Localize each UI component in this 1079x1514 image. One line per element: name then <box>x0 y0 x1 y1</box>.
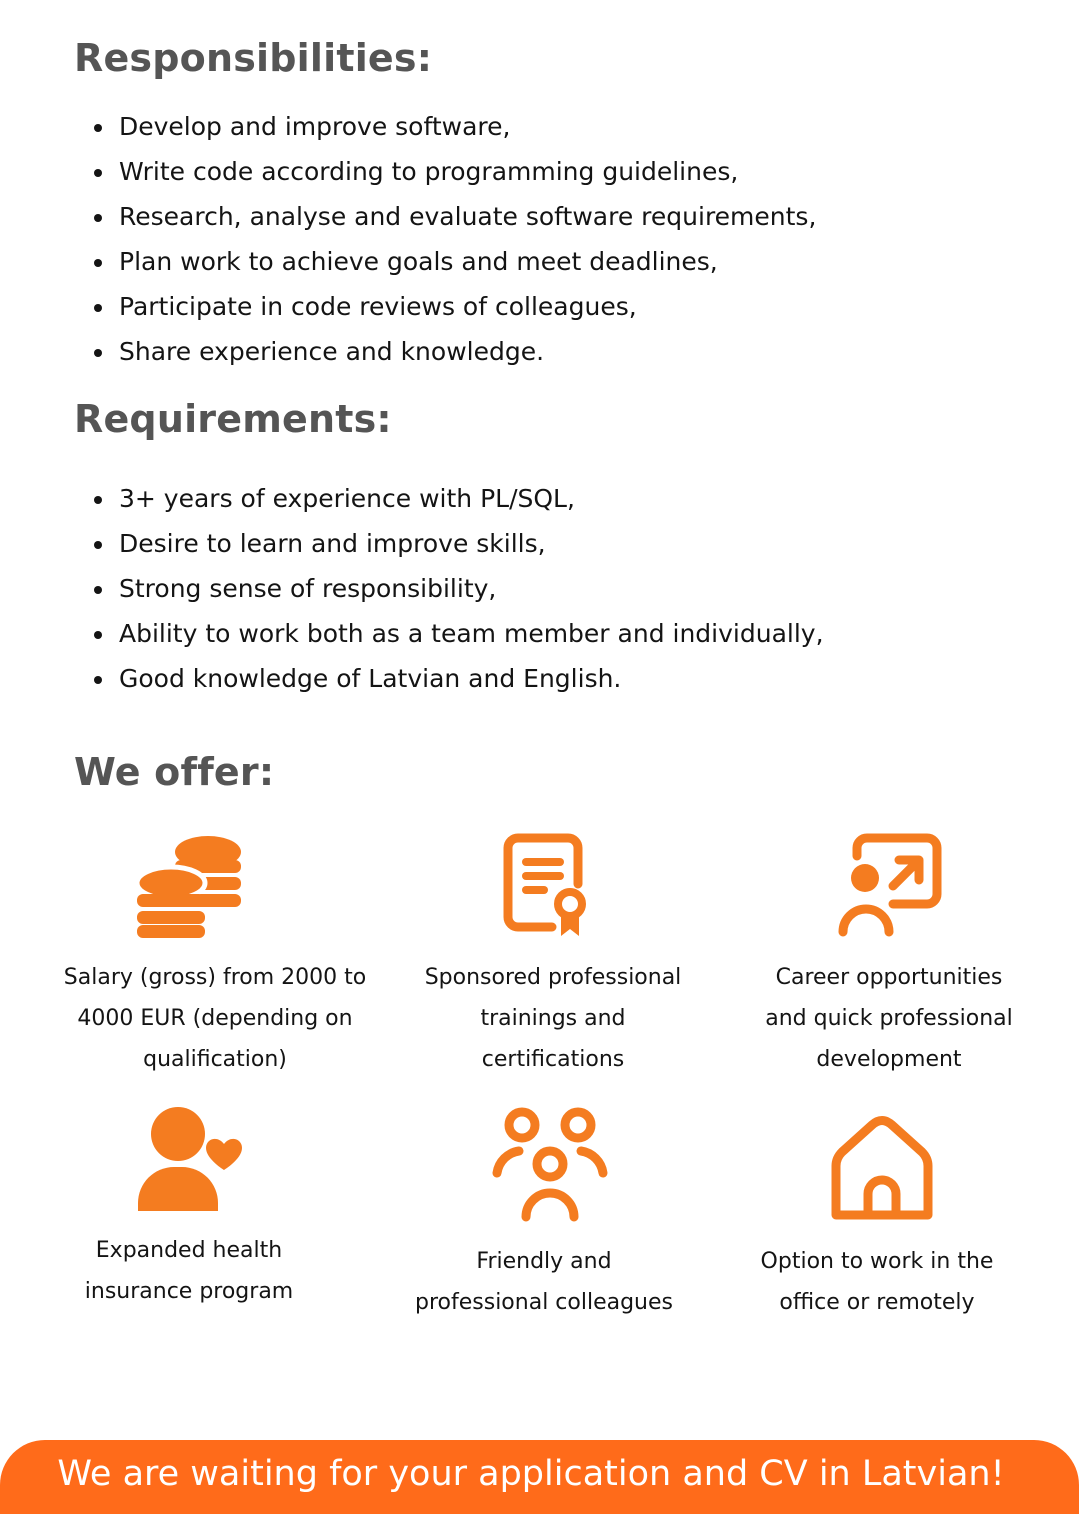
career-growth-icon <box>835 832 945 940</box>
list-item: Write code according to programming guidelines, <box>88 149 816 194</box>
certificate-icon <box>502 832 592 940</box>
list-item: Desire to learn and improve skills, <box>88 521 824 566</box>
list-item: Share experience and knowledge. <box>88 329 816 374</box>
health-person-heart-icon <box>133 1103 245 1213</box>
list-item: 3+ years of experience with PL/SQL, <box>88 476 824 521</box>
list-item: Plan work to achieve goals and meet deadlines, <box>88 239 816 284</box>
offer-health-text: Expanded health insurance program <box>84 1238 294 1304</box>
footer-call-to-action: We are waiting for your application and CV in Latvian! <box>57 1454 1005 1494</box>
list-item: Participate in code reviews of colleagues, <box>88 284 816 329</box>
list-item: Strong sense of responsibility, <box>88 566 824 611</box>
list-item: Research, analyse and evaluate software requirements, <box>88 194 816 239</box>
responsibilities-list <box>88 104 816 374</box>
offer-colleagues-text: Friendly and professional colleagues <box>415 1249 673 1315</box>
list-item: Good knowledge of Latvian and English. <box>88 656 824 701</box>
home-icon <box>828 1116 936 1224</box>
offer-career-text: Career opportunities and quick professional development <box>765 965 1013 1072</box>
list-item: Develop and improve software, <box>88 104 816 149</box>
offer-heading: We offer: <box>74 750 275 794</box>
colleagues-group-icon <box>489 1103 611 1225</box>
offer-remote-text: Option to work in the office or remotely <box>760 1249 994 1315</box>
offer-salary-text: Salary (gross) from 2000 to 4000 EUR (depending on qualification) <box>63 965 367 1072</box>
requirements-list <box>88 476 824 701</box>
responsibilities-heading: Responsibilities: <box>74 36 433 80</box>
requirements-heading: Requirements: <box>74 397 392 441</box>
offer-training-text: Sponsored professional trainings and certifications <box>424 965 682 1072</box>
coins-icon <box>135 832 245 940</box>
list-item: Ability to work both as a team member and individually, <box>88 611 824 656</box>
